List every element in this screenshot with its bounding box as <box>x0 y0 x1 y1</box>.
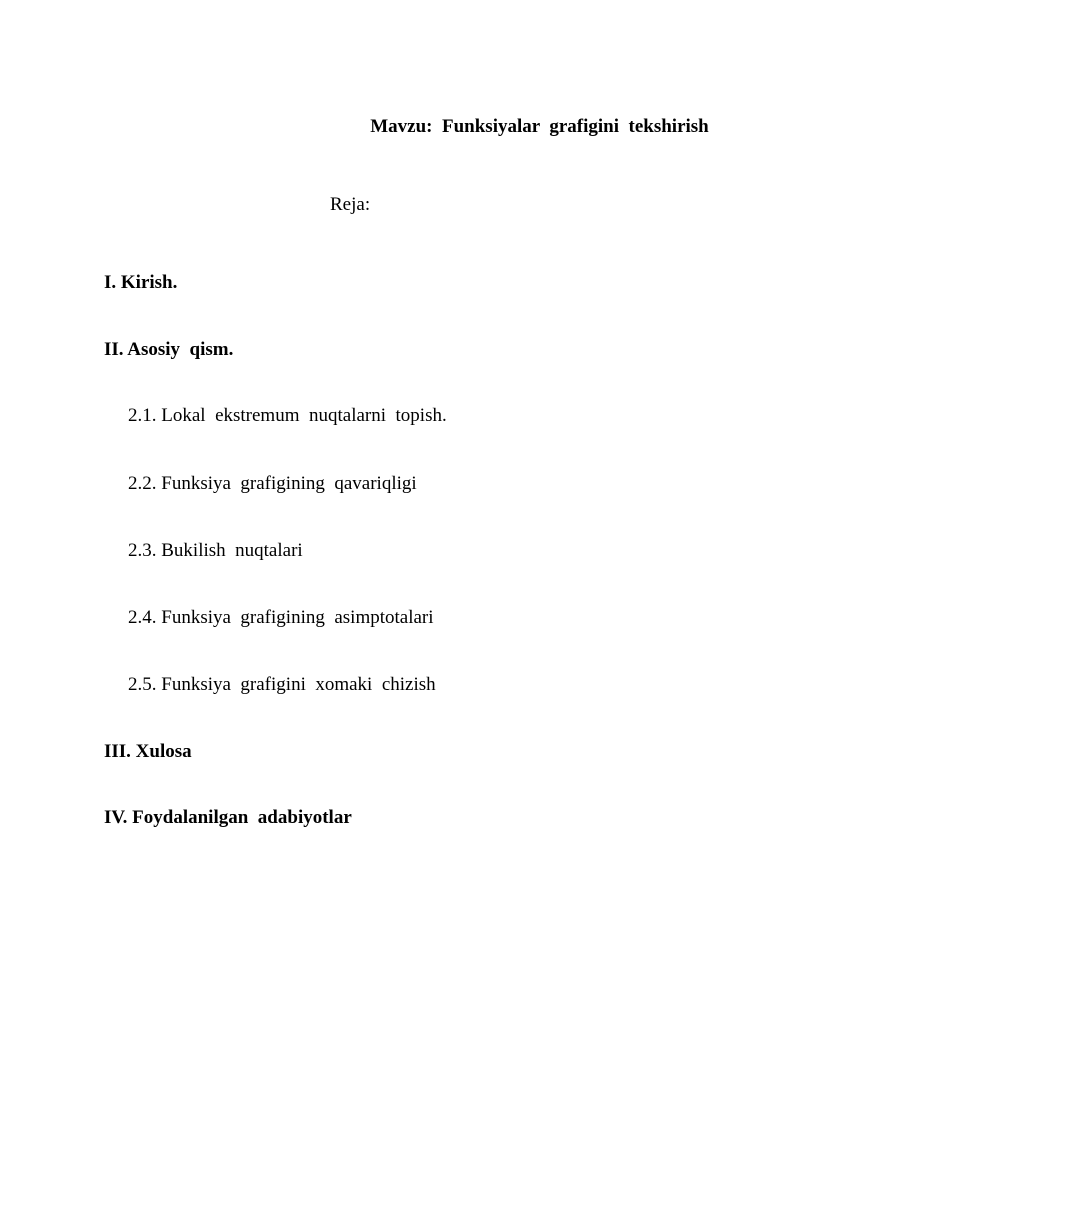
subsection-item: 2.1. Lokal ekstremum nuqtalarni topish. <box>128 405 447 426</box>
section-heading-references: IV. Foydalanilgan adabiyotlar <box>104 807 352 828</box>
subsection-item: 2.5. Funksiya grafigini xomaki chizish <box>128 674 436 695</box>
section-heading-main-part: II. Asosiy qism. <box>104 339 234 360</box>
subsection-item: 2.3. Bukilish nuqtalari <box>128 540 303 561</box>
subsection-item: 2.4. Funksiya grafigining asimptotalari <box>128 607 434 628</box>
plan-label: Reja: <box>330 194 371 215</box>
document-title: Mavzu: Funksiyalar grafigini tekshirish <box>370 116 709 137</box>
section-heading-conclusion: III. Xulosa <box>104 741 192 762</box>
subsection-item: 2.2. Funksiya grafigining qavariqligi <box>128 473 417 494</box>
section-heading-introduction: I. Kirish. <box>104 272 178 293</box>
